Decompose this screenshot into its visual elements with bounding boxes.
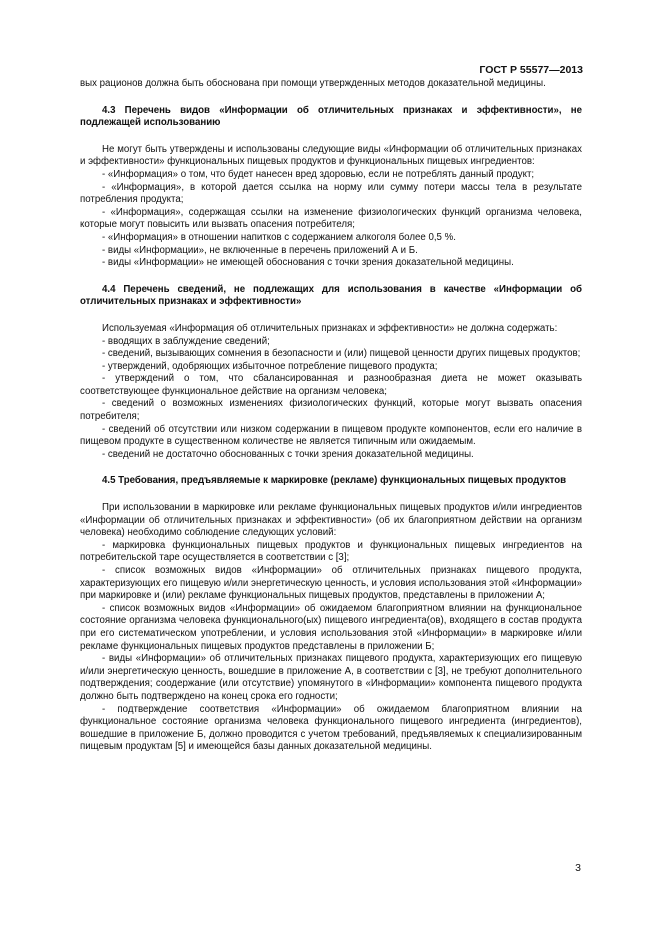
list-item: - «Информация» в отношении напитков с содержанием алкоголя более 0,5 %. <box>102 231 456 243</box>
list-item: - подтверждение соответствия «Информации» об ожидаемом благоприятном влиянии на функциональное состояние организма человека функционального пищевого ингредиента (ингредиентов), вошедшие в приложение Б, должно проводится с учетом требований, предъявляемых к специализированным пищевым продуктам [5] и имеющейся базы данных доказательной медицины. <box>80 703 582 753</box>
document-id: ГОСТ Р 55577—2013 <box>479 64 583 76</box>
list-item: - сведений не достаточно обоснованных с точки зрения доказательной медицины. <box>102 448 474 460</box>
intro-fragment: вых рационов должна быть обоснована при помощи утвержденных методов доказательной медицины. <box>80 78 546 89</box>
list-item: - утверждений о том, что сбалансированная и разнообразная диета не может оказывать соответствующее функциональное действие на организм человека; <box>80 373 582 397</box>
list-item: - сведений об отсутствии или низком содержании в пищевом продукте компонентов, если его наличие в пищевом продукте в существенном количестве не является типичным или ожидаемым. <box>80 423 582 448</box>
list-item: - «Информация», содержащая ссылки на изменение физиологических функций организма человека, которые могут повысить или вызвать опасения потребителя; <box>80 206 582 231</box>
list-item: - «Информация», в которой дается ссылка на норму или сумму потери массы тела в результате потребления продукта; <box>80 181 582 206</box>
section-4-4-heading: 4.4 Перечень сведений, не подлежащих для использования в качестве «Информации об отличительных признаках и эффективности» <box>80 283 582 308</box>
list-item: - список возможных видов «Информации» об ожидаемом благоприятном влиянии на функциональное состояние организма человека функционального(ых) пищевого ингредиента(ов), входящего в состав продукта при его систематическом употреблении, и условия использования этой «Информации» в маркировке и/или рекламе функциональных пищевых продуктов представлены в приложении Б; <box>80 602 582 652</box>
list-item: - список возможных видов «Информации» об отличительных признаках пищевого продукта, характеризующих его пищевую и/или энергетическую ценность, и условия использования этой «Информации» при маркировке и (или) рекламе функциональных пищевых продуктов, представлены в приложении А; <box>80 565 582 602</box>
section-4-4-lead: Используемая «Информация об отличительных признаках и эффективности» не должна содержать: <box>102 322 558 334</box>
list-item: - утверждений, одобряющих избыточное потребление пищевого продукта; <box>102 360 438 372</box>
list-item: - виды «Информации», не включенные в перечень приложений А и Б. <box>102 244 418 256</box>
list-item: - вводящих в заблуждение сведений; <box>102 335 270 347</box>
list-item: - маркировка функциональных пищевых продуктов и функциональных пищевых ингредиентов на потребительской таре осуществляется в соответствии с [3]; <box>80 539 582 564</box>
list-item: - сведений, вызывающих сомнения в безопасности и (или) пищевой ценности других пищевых продуктов; <box>102 348 581 360</box>
list-item: - сведений о возможных изменениях физиологических функций, которые могут вызвать опасения потребителя; <box>80 398 582 423</box>
list-item: - «Информация» о том, что будет нанесен вред здоровью, если не потреблять данный продукт; <box>102 168 535 180</box>
list-item: - виды «Информации» не имеющей обоснования с точки зрения доказательной медицины. <box>102 257 514 269</box>
list-item: - виды «Информации» об отличительных признаках пищевого продукта, характеризующих его пищевую и/или энергетическую ценность, вошедшие в приложение А, в соответствии с [3], не требуют дополнительного подтверждения; соодержание (или отсутствие) упомянутого в «Информации» компонента пищевого продукта должно быть подтверждено на конец срока его годности; <box>80 653 582 702</box>
section-4-5-lead: При использовании в маркировке или рекламе функциональных пищевых продуктов и/или ингредиентов «Информации об отличительных признаках и эффективности» (об их благоприятном действии на организм человека) необходимо соблюдение следующих условий: <box>80 502 582 539</box>
page-content <box>80 78 582 754</box>
section-4-3-lead: Не могут быть утверждены и использованы следующие виды «Информации об отличительных признаках и эффективности» функциональных пищевых продуктов и функциональных пищевых ингредиентов: <box>80 143 582 168</box>
section-4-3-heading: 4.3 Перечень видов «Информации об отличительных признаках и эффективности», не подлежащей использованию <box>80 104 582 129</box>
section-4-5-heading: 4.5 Требования, предъявляемые к маркировке (рекламе) функциональных пищевых продуктов <box>102 475 567 487</box>
page-number: 3 <box>575 862 581 874</box>
